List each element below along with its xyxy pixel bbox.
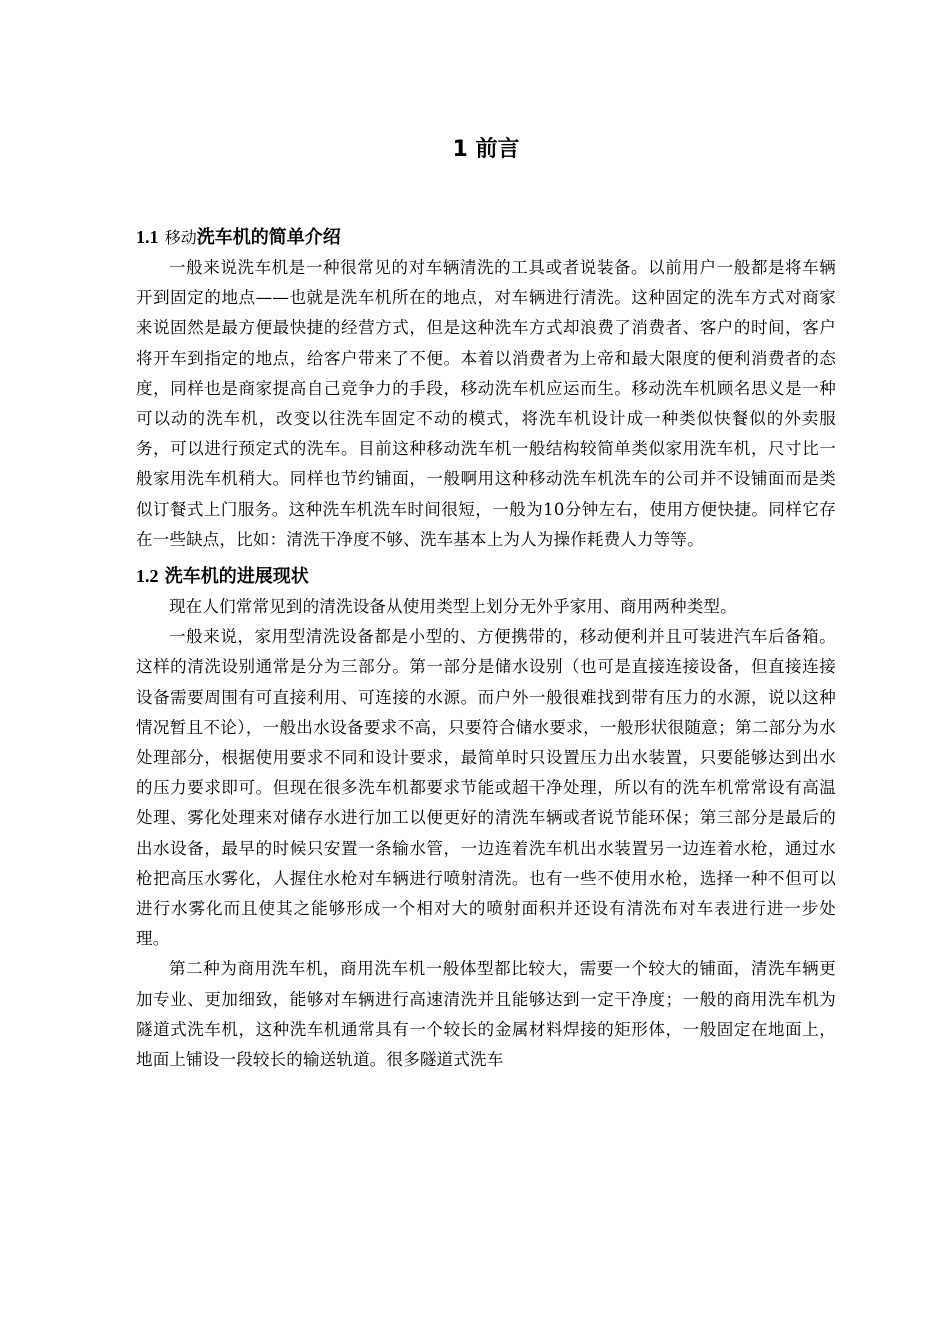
section-title-text: 洗车机的简单介绍: [196, 227, 341, 248]
section-number: 1.2: [136, 566, 159, 587]
page-content: [136, 130, 836, 1075]
section-title-text: 洗车机的进展现状: [164, 566, 309, 588]
paragraph: 现在人们常常见到的清洗设备从使用类型上划分无外乎家用、商用两种类型。: [169, 597, 737, 617]
section-number: 1.1: [136, 227, 159, 247]
section-heading-1-1: [136, 222, 836, 253]
section-title-prefix: 移动: [164, 228, 197, 247]
section-heading-1-2: [136, 561, 836, 592]
paragraph: 一般来说洗车机是一种很常见的对车辆清洗的工具或者说装备。以前用户一般都是将车辆开到固定的地点——也就是洗车机所在的地点，对车辆进行清洗。这种固定的洗车方式对商家来说固然是最方便最快捷的经营方式，但是这种洗车方式却浪费了消费者、客户的时间，客户将开车到指定的地点，给客户带来了不便。本着以消费者为上帝和最大限度的便利消费者的态度，同样也是商家提高自己竞争力的手段，移动洗车机应运而生。移动洗车机顾名思义是一种可以动的洗车机，改变以往洗车固定不动的模式，将洗车机设计成一种类似快餐似的外卖服务，可以进行预定式的洗车。目前这种移动洗车机一般结构较简单类似家用洗车机，尺寸比一般家用洗车机稍大。同样也节约铺面，一般啊用这种移动洗车机洗车的公司并不设铺面而是类似订餐式上门服务。这种洗车机洗车时间很短，一般为10分钟左右，使用方便快捷。同样它存在一些缺点，比如：清洗干净度不够、洗车基本上为人为操作耗费人力等等。: [136, 258, 836, 549]
paragraph: 第二种为商用洗车机，商用洗车机一般体型都比较大，需要一个较大的铺面，清洗车辆更加专业、更加细致，能够对车辆进行高速清洗并且能够达到一定干净度；一般的商用洗车机为隧道式洗车机，这种洗车机通常具有一个较长的金属材料焊接的矩形体，一般固定在地面上，地面上铺设一段较长的输送轨道。很多隧道式洗车: [136, 959, 836, 1070]
paragraph: 一般来说，家用型清洗设备都是小型的、方便携带的，移动便利并且可装进汽车后备箱。这样的清洗设别通常是分为三部分。第一部分是储水设别（也可是直接连接设备，但直接连接设备需要周围有可直接利用、可连接的水源。而户外一般很难找到带有压力的水源，说以这种情况暂且不论），一般出水设备要求不高，只要符合储水要求，一般形状很随意；第二部分为水处理部分，根据使用要求不同和设计要求，最简单时只设置压力出水装置，只要能够达到出水的压力要求即可。但现在很多洗车机都要求节能或超干净处理，所以有的洗车机常常设有高温处理、雾化处理来对储存水进行加工以便更好的清洗车辆或者说节能环保；第三部分是最后的出水设备，最早的时候只安置一条输水管，一边连着洗车机出水装置另一边连着水枪，通过水枪把高压水雾化，人握住水枪对车辆进行喷射清洗。也有一些不使用水枪，选择一种不但可以进行水雾化而且使其之能够形成一个相对大的喷射面积并还设有清洗布对车表进行进一步处理。: [136, 627, 836, 949]
chapter-title: 1 前言: [452, 137, 520, 162]
